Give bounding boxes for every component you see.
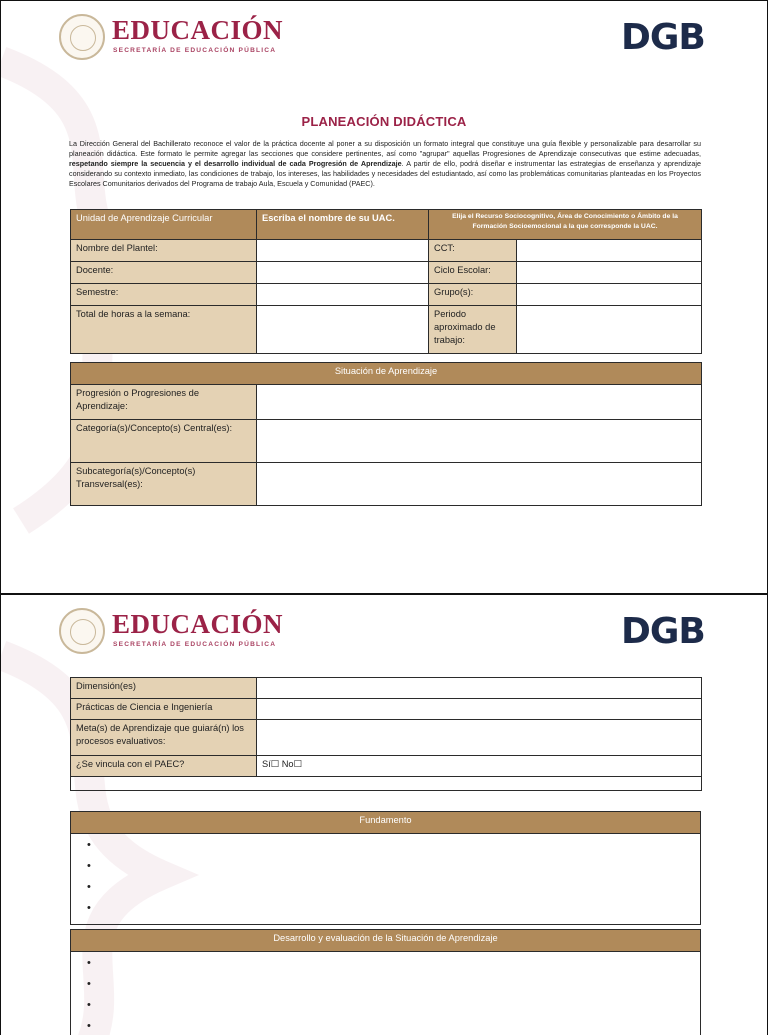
horas-label: Total de horas a la semana: (71, 306, 257, 354)
sep-subtitle: SECRETARÍA DE EDUCACIÓN PÚBLICA (113, 47, 276, 54)
bullet-item: • (71, 954, 700, 975)
fundamento-table (70, 811, 701, 925)
progresion-label: Progresión o Progresiones de Aprendizaje: (71, 385, 257, 420)
practicas-field[interactable] (257, 699, 702, 720)
semestre-field[interactable] (257, 284, 429, 306)
situacion-header: Situación de Aprendizaje (71, 363, 702, 385)
plantel-field[interactable] (257, 240, 429, 262)
fundamento-field[interactable] (71, 834, 701, 925)
empty-row (71, 777, 702, 791)
sep-subtitle: SECRETARÍA DE EDUCACIÓN PÚBLICA (113, 641, 276, 648)
uac-label: Unidad de Aprendizaje Curricular (71, 210, 257, 240)
subcategoria-label: Subcategoría(s)/Concepto(s) Transversal(es): (71, 463, 257, 506)
dimension-field[interactable] (257, 678, 702, 699)
dimension-table (70, 677, 702, 791)
grupo-field[interactable] (517, 284, 702, 306)
education-logo-text: EDUCACIÓN (112, 609, 283, 640)
periodo-label: Periodo aproximado de trabajo: (429, 306, 517, 354)
metas-field[interactable] (257, 720, 702, 756)
page-header (59, 607, 709, 655)
page-header (59, 13, 709, 61)
practicas-label: Prácticas de Ciencia e Ingeniería (71, 699, 257, 720)
intro-text-1: La Dirección General del Bachillerato reconoce el valor de la práctica docente al poner a su disposición un formato integral que constituye una guía flexible y personalizable para desarrollar su planeación didáctica. Este formato le permite agregar las secciones que considere pertinentes, así como "agrupar" aquellas Progresiones de Aprendizaje consecutivas que estime adecuadas, (69, 139, 701, 158)
bullet-item: • (71, 899, 700, 920)
docente-label: Docente: (71, 262, 257, 284)
intro-text-bold: respetando siempre la secuencia y el desarrollo individual de cada Progresión de Aprendizaje (69, 159, 402, 168)
bullet-item: • (71, 975, 700, 996)
categoria-label: Categoría(s)/Concepto(s) Central(es): (71, 420, 257, 463)
bullet-item: • (71, 996, 700, 1017)
bullet-item: • (71, 836, 700, 857)
categoria-field[interactable] (257, 420, 702, 463)
bullet-item: • (71, 1017, 700, 1035)
cct-field[interactable] (517, 240, 702, 262)
subcategoria-field[interactable] (257, 463, 702, 506)
bullet-item: • (71, 857, 700, 878)
education-logo-text: EDUCACIÓN (112, 15, 283, 46)
coat-of-arms-icon (59, 14, 105, 60)
ciclo-label: Ciclo Escolar: (429, 262, 517, 284)
plantel-label: Nombre del Plantel: (71, 240, 257, 262)
situacion-table (70, 362, 702, 506)
bullet-item: • (71, 878, 700, 899)
paec-label: ¿Se vincula con el PAEC? (71, 756, 257, 777)
dimension-label: Dimensión(es) (71, 678, 257, 699)
semestre-label: Semestre: (71, 284, 257, 306)
horas-field[interactable] (257, 306, 429, 354)
coat-of-arms-icon (59, 608, 105, 654)
desarrollo-header: Desarrollo y evaluación de la Situación de Aprendizaje (71, 930, 701, 952)
fundamento-header: Fundamento (71, 812, 701, 834)
dgb-logo: DGB (621, 613, 705, 651)
recurso-select-field[interactable]: Elija el Recurso Sociocognitivo, Área de Conocimiento o Ámbito de la Formación Socioemocional a la que corresponde la UAC. (429, 210, 702, 240)
uac-name-field[interactable]: Escriba el nombre de su UAC. (257, 210, 429, 240)
intro-text-2: . A partir de ello, podrá diseñar e instrumentar las estrategias de enseñanza y aprendizaje considerando su contexto inmediato, las condiciones de trabajo, los intereses, las habilidades y necesidades del estudiantado, así como las problemáticas comunitarias planteadas en los Proyectos Escolares Comunitarios derivados del Programa de trabajo Aula, Escuela y Comunidad (PAEC). (69, 159, 701, 188)
grupo-label: Grupo(s): (429, 284, 517, 306)
dgb-logo: DGB (621, 19, 705, 57)
page-title: PLANEACIÓN DIDÁCTICA (1, 114, 767, 129)
desarrollo-table (70, 929, 701, 1035)
paec-options[interactable]: Sí☐ No☐ (257, 756, 702, 777)
desarrollo-field[interactable] (71, 952, 701, 1035)
cct-label: CCT: (429, 240, 517, 262)
docente-field[interactable] (257, 262, 429, 284)
document-page-2 (0, 594, 768, 1035)
ciclo-field[interactable] (517, 262, 702, 284)
progresion-field[interactable] (257, 385, 702, 420)
general-data-table (70, 209, 702, 354)
intro-paragraph (69, 139, 701, 189)
metas-label: Meta(s) de Aprendizaje que guiará(n) los procesos evaluativos: (71, 720, 257, 756)
periodo-field[interactable] (517, 306, 702, 354)
